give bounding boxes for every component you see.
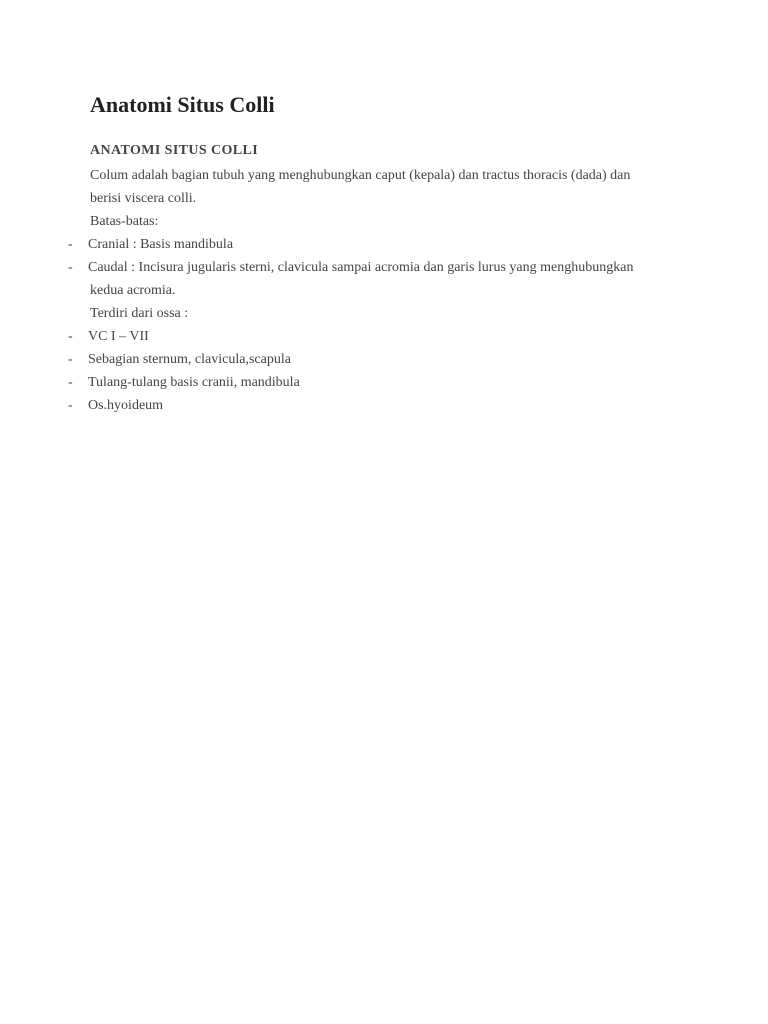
list-marker: - [68, 329, 73, 344]
list-marker: - [68, 375, 73, 390]
list-item-text: Os.hyoideum [88, 398, 164, 413]
list-item-continuation: kedua acromia. [90, 283, 176, 298]
list-item [0, 233, 688, 256]
list-item [0, 371, 688, 394]
list-item-text: Cranial : Basis mandibula [88, 237, 234, 252]
list-marker: - [68, 237, 73, 252]
list-item [0, 394, 688, 417]
terdiri-label: Terdiri dari ossa : [90, 306, 189, 321]
list-item [0, 348, 688, 371]
intro-paragraph [90, 164, 690, 210]
intro-line-1: Colum adalah bagian tubuh yang menghubungkan caput (kepala) dan tractus thoracis (dada) dan [90, 168, 631, 183]
list-item-text: Sebagian sternum, clavicula,scapula [88, 352, 291, 367]
list-item [0, 325, 688, 348]
batas-label: Batas-batas: [90, 214, 159, 229]
section-heading: ANATOMI SITUS COLLI [90, 143, 259, 158]
list-marker: - [68, 260, 73, 275]
list-item-text: Caudal : Incisura jugularis sterni, clavicula sampai acromia dan garis lurus yang menghubungkan [88, 260, 634, 275]
intro-line-2: berisi viscera colli. [90, 191, 197, 206]
list-item [0, 256, 688, 302]
list-item-text: VC I – VII [88, 329, 149, 344]
page-title: Anatomi Situs Colli [90, 92, 275, 117]
ossa-list [0, 325, 768, 417]
list-marker: - [68, 398, 73, 413]
list-item-text: Tulang-tulang basis cranii, mandibula [88, 375, 300, 390]
batas-list [0, 233, 768, 302]
list-marker: - [68, 352, 73, 367]
